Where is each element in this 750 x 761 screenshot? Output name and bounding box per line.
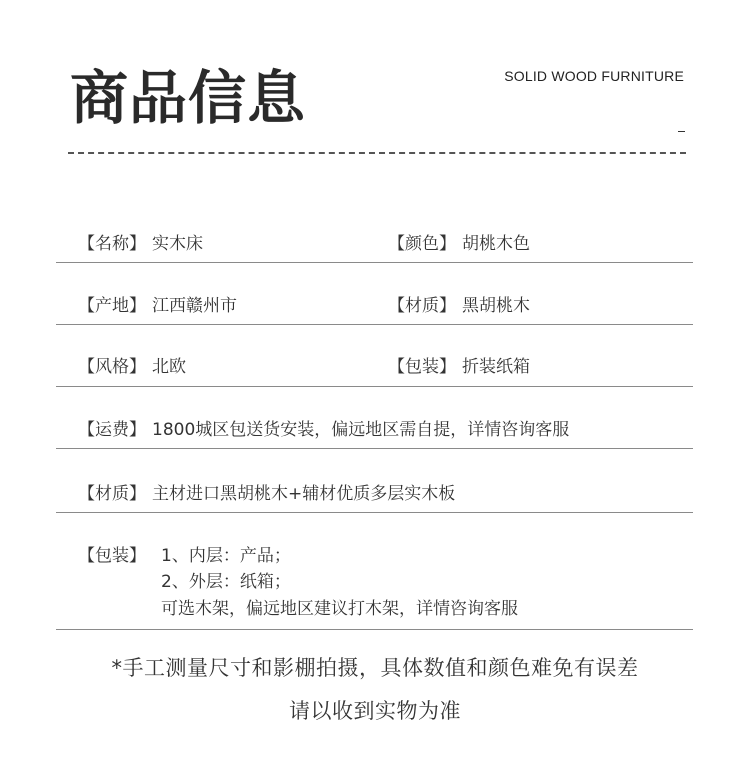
- page-title: 商品信息: [70, 64, 307, 132]
- info-row: [56, 263, 693, 325]
- info-key: 【产地】: [78, 296, 146, 316]
- info-value: 江西赣州市: [152, 296, 237, 316]
- info-key: 【名称】: [78, 234, 146, 254]
- dashed-divider: [68, 152, 686, 154]
- info-row: [56, 220, 693, 263]
- page-subtitle: SOLID WOOD FURNITURE: [504, 68, 684, 84]
- info-value: 黑胡桃木: [462, 296, 530, 316]
- info-shipping: [78, 418, 569, 442]
- info-key: 【材质】: [388, 296, 456, 316]
- info-key: 【包装】: [388, 357, 456, 377]
- info-row: [56, 513, 693, 630]
- disclaimer-line: *手工测量尺寸和影棚拍摄，具体数值和颜色难免有误差: [111, 656, 639, 680]
- info-value: 1800城区包送货安装，偏远地区需自提，详情咨询客服: [152, 420, 570, 440]
- tick-mark: [678, 131, 685, 132]
- info-name: [78, 232, 203, 256]
- packaging-line: 可选木架，偏远地区建议打木架，详情咨询客服: [161, 599, 518, 619]
- disclaimer-line: 请以收到实物为准: [289, 699, 461, 723]
- info-value: 北欧: [152, 357, 186, 377]
- info-row: [56, 387, 693, 449]
- info-value: 折装纸箱: [462, 357, 530, 377]
- info-packing: [388, 355, 530, 379]
- info-color: [388, 232, 530, 256]
- info-style: [78, 355, 186, 379]
- info-row: [56, 449, 693, 513]
- packaging-line: 1、内层：产品；: [161, 546, 291, 566]
- info-key: 【颜色】: [388, 234, 456, 254]
- info-value: 实木床: [152, 234, 203, 254]
- info-value: 胡桃木色: [462, 234, 530, 254]
- info-key: 【风格】: [78, 357, 146, 377]
- info-origin: [78, 294, 237, 318]
- info-key: 【材质】: [78, 484, 146, 504]
- info-key: 【运费】: [78, 420, 146, 440]
- info-key: 【包装】: [78, 546, 146, 566]
- info-material: [388, 294, 530, 318]
- info-row: [56, 325, 693, 387]
- info-material-detail: [78, 482, 455, 506]
- info-packaging-key: [78, 544, 146, 568]
- packaging-line: 2、外层：纸箱；: [161, 572, 291, 592]
- info-value: 主材进口黑胡桃木+辅材优质多层实木板: [152, 484, 456, 504]
